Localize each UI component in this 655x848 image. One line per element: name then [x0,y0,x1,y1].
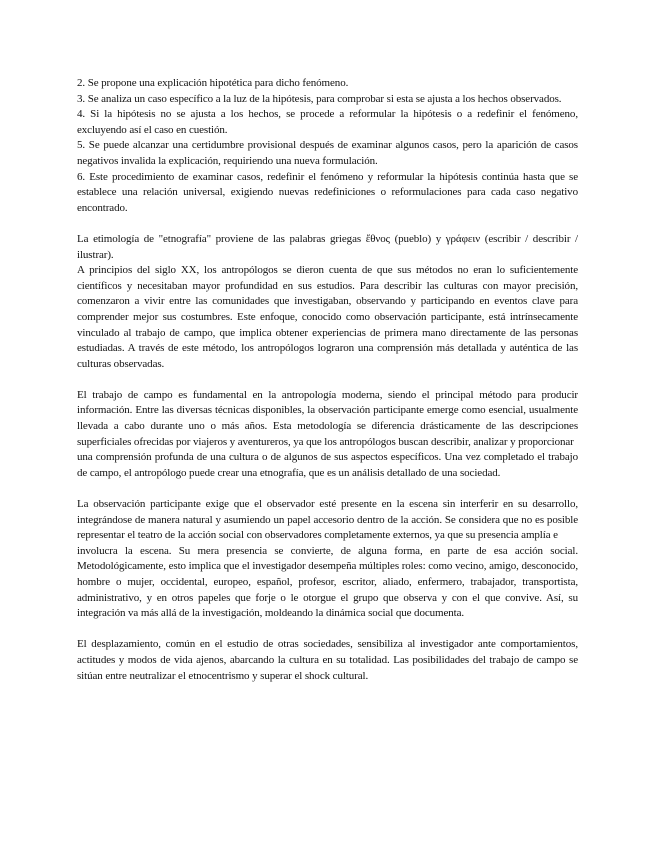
list-item: 5. Se puede alcanzar una certidumbre provisional después de examinar algunos casos, pero la aparición de casos negativos invalida la explicación, requiriendo una nueva formulación. [77,139,578,167]
etymology-paragraph: La etimología de "etnografía" proviene de las palabras griegas ἔθνος (pueblo) y γράφειν (escribir / describir / ilustrar). [77,232,578,261]
paragraph-observation-a: La observación participante exige que el observador esté presente en la escena sin interferir en su desarrollo, integrándose de manera natural y asumiendo un papel accesorio dentro de la acción. Se considera que no es posible representar el teatro de la acción social con observadores completamente externos, ya que su presencia amplía e [77,498,578,542]
paragraph-fieldwork-a: El trabajo de campo es fundamental en la antropología moderna, siendo el principal método para producir información. Entre las diversas técnicas disponibles, la observación participante emerge como esencial, usualmente llevada a cabo durante uno o más años. Esta metodología se diferencia drásticamente de las descripciones superficiales ofrecidas por viajeros y aventureros, ya que los antropólogos buscan describir, analizar y proporcionar [77,388,578,448]
list-item: 3. Se analiza un caso específico a la luz de la hipótesis, para comprobar si esta se ajusta a los hechos observados. [77,92,562,105]
list-item: 6. Este procedimiento de examinar casos, redefinir el fenómeno y reformular la hipótesis continúa hasta que se establece una relación universal, exigiendo nuevas redefiniciones o reformulaciones para cada caso negativo encontrado. [77,170,578,214]
paragraph-gap [77,372,578,388]
list-item: 2. Se propone una explicación hipotética para dicho fenómeno. [77,77,349,89]
paragraph-gap [77,622,578,638]
paragraph-history: A principios del siglo XX, los antropólogos se dieron cuenta de que sus métodos no eran lo suficientemente científicos y necesitaban mayor profundidad en sus estudios. Para describir las culturas con mayor precisión, comenzaron a vivir entre las comunidades que investigaban, observando y participando en eventos clave para comprender mejor sus costumbres. Este enfoque, conocido como observación participante, está intrínsecamente vinculado al trabajo de campo, que implica obtener experiencias de primera mano directamente de las personas estudiadas. A través de este método, los antropólogos lograron una comprensión más detallada y auténtica de las culturas observadas. [77,264,578,370]
paragraph-observation-b: involucra la escena. Su mera presencia se convierte, de alguna forma, en parte de esa acción social. Metodológicamente, esto implica que el investigador desempeña múltiples roles: como vecino, amigo, desconocido, hombre o mujer, occidental, europeo, español, profesor, escritor, aliado, enfermero, trabajador, transportista, administrativo, y en otros papeles que forje o le otorgue el grupo que observa y con el que convive. Así, su integración va más allá de la investigación, moldeando la dinámica social que documenta. [77,544,578,620]
document-body [77,76,578,684]
paragraph-fieldwork-b: una comprensión profunda de una cultura o de algunos de sus aspectos específicos. Una vez completado el trabajo de campo, el antropólogo puede crear una etnografía, que es un análisis detallado de una sociedad. [77,451,578,479]
paragraph-displacement: El desplazamiento, común en el estudio de otras sociedades, sensibiliza al investigador ante comportamientos, actitudes y modos de vida ajenos, abarcando la cultura en su totalidad. Las posibilidades del trabajo de campo se sitúan entre neutralizar el etnocentrismo y superar el shock cultural. [77,638,578,682]
list-item: 4. Si la hipótesis no se ajusta a los hechos, se procede a reformular la hipótesis o a redefinir el fenómeno, excluyendo así el caso en cuestión. [77,108,578,136]
paragraph-gap [77,216,578,232]
paragraph-gap [77,481,578,497]
